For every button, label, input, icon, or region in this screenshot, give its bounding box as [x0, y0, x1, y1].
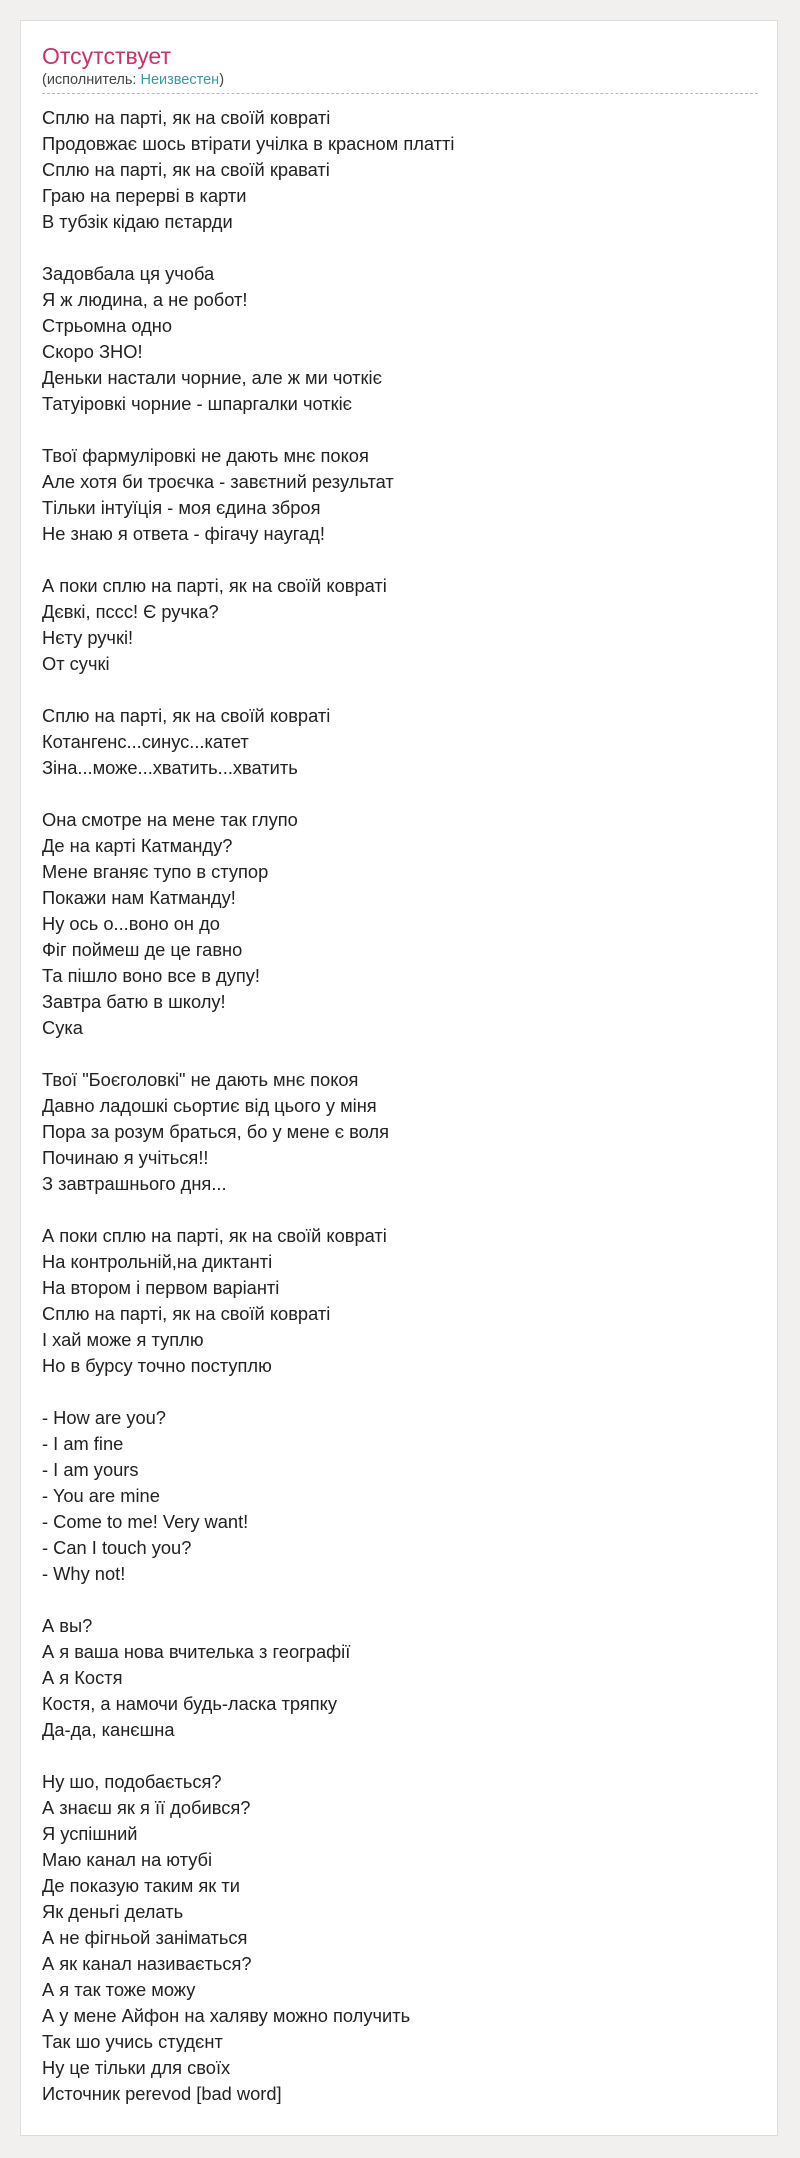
lyric-line: Зіна...може...хватить...хватить	[42, 757, 298, 778]
lyric-line: Твої фармуліровкі не дають мнє покоя	[42, 445, 369, 466]
lyric-line: Татуіровкі чорние - шпаргалки чоткіє	[42, 393, 352, 414]
lyric-line: А вы?	[42, 1615, 93, 1636]
lyric-line: Источник perevod [bad word]	[42, 2083, 282, 2104]
lyric-line: Та пішло воно все в дупу!	[42, 965, 260, 986]
lyric-line: Як деньгі делать	[42, 1901, 184, 1922]
lyric-line: А поки сплю на парті, як на своїй ковраті	[42, 575, 387, 596]
lyric-line: Дєвкі, пссс! Є ручка?	[42, 601, 219, 622]
lyric-line: - Can I touch you?	[42, 1537, 192, 1558]
lyric-line: Да-да, канєшна	[42, 1719, 175, 1740]
stanza-gap	[42, 1041, 758, 1067]
lyric-line: Ну ось о...воно он до	[42, 913, 220, 934]
lyric-line: Стрьомна одно	[42, 315, 173, 336]
stanza-gap	[42, 547, 758, 573]
lyric-line: А поки сплю на парті, як на своїй ковраті	[42, 1225, 387, 1246]
lyric-line: Де на карті Катманду?	[42, 835, 233, 856]
lyric-line: Сплю на парті, як на своїй краваті	[42, 159, 330, 180]
lyric-line: А я ваша нова вчителька з географії	[42, 1641, 351, 1662]
stanza-gap	[42, 1743, 758, 1769]
lyric-line: - Come to me! Very want!	[42, 1511, 249, 1532]
lyric-line: Котангенс...синус...катет	[42, 731, 249, 752]
stanza-gap	[42, 677, 758, 703]
lyric-line: Задовбала ця учоба	[42, 263, 215, 284]
lyric-line: На контрольній,на диктанті	[42, 1251, 273, 1272]
lyrics-text	[42, 105, 758, 2107]
lyric-line: Продовжає шось втірати учілка в красном платті	[42, 133, 455, 154]
lyric-line: Костя, а намочи будь-ласка тряпку	[42, 1693, 338, 1714]
lyric-line: - I am fine	[42, 1433, 124, 1454]
lyric-line: Мене вганяє тупо в ступор	[42, 861, 269, 882]
lyric-line: З завтрашнього дня...	[42, 1173, 227, 1194]
lyric-line: А знаєш як я її добився?	[42, 1797, 251, 1818]
lyric-line: - You are mine	[42, 1485, 160, 1506]
lyric-line: - How are you?	[42, 1407, 166, 1428]
lyric-line: А не фігньой заніматься	[42, 1927, 248, 1948]
artist-prefix: (исполнитель:	[42, 72, 141, 88]
lyric-line: - Why not!	[42, 1563, 126, 1584]
song-title: Отсутствует	[42, 43, 171, 69]
lyric-line: Завтра батю в школу!	[42, 991, 226, 1012]
lyric-line: На втором і первом варіанті	[42, 1277, 280, 1298]
artist-line	[42, 71, 224, 89]
lyric-line: Сплю на парті, як на своїй ковраті	[42, 705, 331, 726]
title-divider	[42, 93, 758, 94]
stanza-gap	[42, 781, 758, 807]
lyric-line: Твої "Боєголовкі" не дають мнє покоя	[42, 1069, 359, 1090]
lyric-line: А я так тоже можу	[42, 1979, 196, 2000]
stanza-gap	[42, 417, 758, 443]
lyric-line: І хай може я туплю	[42, 1329, 204, 1350]
lyric-line: Скоро ЗНО!	[42, 341, 143, 362]
lyric-line: Нєту ручкі!	[42, 627, 134, 648]
stanza-gap	[42, 1197, 758, 1223]
lyric-line: Я успішний	[42, 1823, 138, 1844]
lyric-line: Так шо учись студєнт	[42, 2031, 223, 2052]
lyrics-card	[20, 20, 778, 2136]
lyric-line: А у мене Айфон на халяву можно получить	[42, 2005, 411, 2026]
lyric-line: Она смотре на мене так глупо	[42, 809, 298, 830]
lyric-line: Тільки інтуїція - моя єдина зброя	[42, 497, 321, 518]
lyric-line: Покажи нам Катманду!	[42, 887, 236, 908]
lyric-line: Пора за розум браться, бо у мене є воля	[42, 1121, 389, 1142]
lyric-line: Сплю на парті, як на своїй ковраті	[42, 107, 331, 128]
artist-link[interactable]: Неизвестен	[140, 72, 220, 88]
lyric-line: Деньки настали чорние, але ж ми чоткіє	[42, 367, 382, 388]
lyric-line: А я Костя	[42, 1667, 123, 1688]
lyric-line: Починаю я учіться!!	[42, 1147, 209, 1168]
lyric-line: Ну це тільки для своїх	[42, 2057, 231, 2078]
stanza-gap	[42, 235, 758, 261]
lyric-line: Фіг поймеш де це гавно	[42, 939, 243, 960]
lyric-line: Ну шо, подобається?	[42, 1771, 222, 1792]
lyric-line: Граю на перерві в карти	[42, 185, 247, 206]
lyric-line: От сучкі	[42, 653, 110, 674]
stanza-gap	[42, 1587, 758, 1613]
lyric-line: Сплю на парті, як на своїй ковраті	[42, 1303, 331, 1324]
lyric-line: Но в бурсу точно поступлю	[42, 1355, 272, 1376]
artist-suffix: )	[219, 72, 225, 88]
lyric-line: - I am yours	[42, 1459, 139, 1480]
lyric-line: А як канал називається?	[42, 1953, 252, 1974]
lyric-line: Не знаю я ответа - фігачу наугад!	[42, 523, 325, 544]
lyric-line: Давно ладошкі сьортиє від цього у міня	[42, 1095, 377, 1116]
stanza-gap	[42, 1379, 758, 1405]
lyric-line: Де показую таким як ти	[42, 1875, 240, 1896]
lyric-line: Сука	[42, 1017, 83, 1038]
lyric-line: Маю канал на ютубі	[42, 1849, 213, 1870]
lyric-line: Але хотя би троєчка - завєтний результат	[42, 471, 394, 492]
lyric-line: Я ж людина, а не робот!	[42, 289, 248, 310]
lyric-line: В тубзік кідаю пєтарди	[42, 211, 233, 232]
